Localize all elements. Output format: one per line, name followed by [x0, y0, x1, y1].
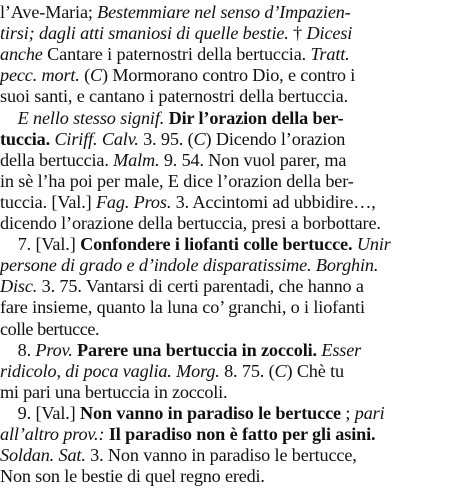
- text-run: Parere una bertuccia in zoccoli.: [77, 339, 322, 360]
- text-run: pari: [354, 402, 385, 423]
- text-line: [0, 64, 469, 86]
- text-run: 3. Non vanno in paradiso le bertucce,: [90, 445, 357, 466]
- text-line: [0, 318, 469, 340]
- text-run: Tratt.: [310, 44, 350, 65]
- text-run: 9. 54. Non vuol parer, ma: [163, 149, 347, 170]
- text-run: C: [90, 65, 103, 86]
- text-run: in sè l’ha poi per male, E dice l’orazion della ber-: [0, 170, 354, 191]
- text-run: C: [193, 128, 206, 149]
- text-run: 3. 75. Vantarsi di certi parentadi, che hanno a: [41, 276, 364, 297]
- text-run: tirsi; dagli atti smaniosi di quelle bestie.: [0, 23, 294, 44]
- text-run: Unir: [356, 234, 391, 255]
- text-run: Malm.: [113, 149, 164, 170]
- text-run: Fag. Pros.: [95, 191, 176, 212]
- text-run: ;: [340, 402, 355, 423]
- text-run: persone di grado e d’indole disparatissime. Borghin.: [0, 255, 379, 276]
- text-run: all’altro prov.:: [0, 424, 109, 444]
- text-run: Non son le bestie di quel regno eredi.: [0, 466, 265, 487]
- text-run: Dir l’orazion della ber-: [168, 107, 344, 128]
- text-run: 7. [Val.]: [0, 234, 81, 255]
- text-line: [0, 22, 469, 44]
- text-line: [0, 43, 469, 65]
- text-line: [0, 275, 469, 297]
- text-run: Disc.: [0, 276, 42, 297]
- text-line: [0, 233, 469, 255]
- text-run: suoi santi, e cantano i paternostri della bertuccia.: [0, 86, 349, 107]
- text-line: [0, 85, 469, 107]
- text-run: 3. 95. (: [143, 128, 194, 149]
- text-run: pecc. mort.: [0, 65, 85, 86]
- text-run: 8.: [0, 339, 36, 360]
- text-run: tuccia.: [0, 128, 55, 149]
- text-run: fare insieme, quanto la luna co’ granchi, o i liofanti: [0, 297, 365, 318]
- text-run: ) Dicendo l’orazion: [205, 128, 346, 149]
- text-line: [0, 444, 469, 466]
- text-run: dicendo l’orazione della bertuccia, presi a borbottare.: [0, 213, 381, 233]
- text-run: anche: [0, 44, 48, 65]
- text-run: Prov.: [35, 339, 78, 360]
- text-line: [0, 339, 469, 361]
- text-run: ) Chè tu: [286, 360, 344, 381]
- text-run: †: [293, 23, 307, 44]
- text-run: Cantare i paternostri della bertuccia.: [47, 44, 311, 65]
- text-run: Soldan. Sat.: [0, 445, 91, 466]
- text-run: Il paradiso non è fatto per gli asini.: [108, 424, 376, 444]
- text-run: tuccia. [Val.]: [0, 191, 96, 212]
- text-run: 9. [Val.]: [0, 402, 81, 423]
- text-line: [0, 360, 469, 382]
- text-run: E nello stesso signif.: [0, 107, 169, 128]
- text-run: Confondere i liofanti colle bertucce.: [80, 234, 357, 255]
- text-run: Ciriff. Calv.: [54, 128, 144, 149]
- text-run: 8. 75. (: [224, 360, 275, 381]
- text-line: [0, 128, 469, 150]
- text-line: [0, 1, 469, 23]
- text-line: [0, 381, 469, 403]
- text-line: [0, 423, 469, 445]
- text-line: [0, 107, 469, 129]
- text-line: [0, 149, 469, 171]
- text-line: [0, 402, 469, 424]
- text-line: [0, 465, 469, 487]
- text-run: Esser: [321, 339, 362, 360]
- text-run: ridicolo, di poca vaglia. Morg.: [0, 360, 225, 381]
- text-run: ) Mormorano contro Dio, e contro i: [102, 65, 356, 86]
- text-run: Non vanno in paradiso le bertucce: [80, 402, 341, 423]
- text-line: [0, 191, 469, 213]
- text-run: colle bertucce.: [0, 318, 100, 339]
- text-run: C: [274, 360, 287, 381]
- text-run: Dicesi: [306, 23, 353, 44]
- text-run: Bestemmiare nel senso d’Impazien-: [97, 2, 351, 22]
- text-run: 3. Accintomi ad ubbidire…,: [175, 191, 376, 212]
- text-run: (: [84, 65, 91, 86]
- text-line: [0, 254, 469, 276]
- text-line: [0, 170, 469, 192]
- text-run: l’Ave-Maria;: [0, 2, 98, 22]
- text-line: [0, 212, 469, 234]
- text-run: della bertuccia.: [0, 149, 114, 170]
- text-run: mi pari una bertuccia in zoccoli.: [0, 381, 228, 402]
- text-line: [0, 296, 469, 318]
